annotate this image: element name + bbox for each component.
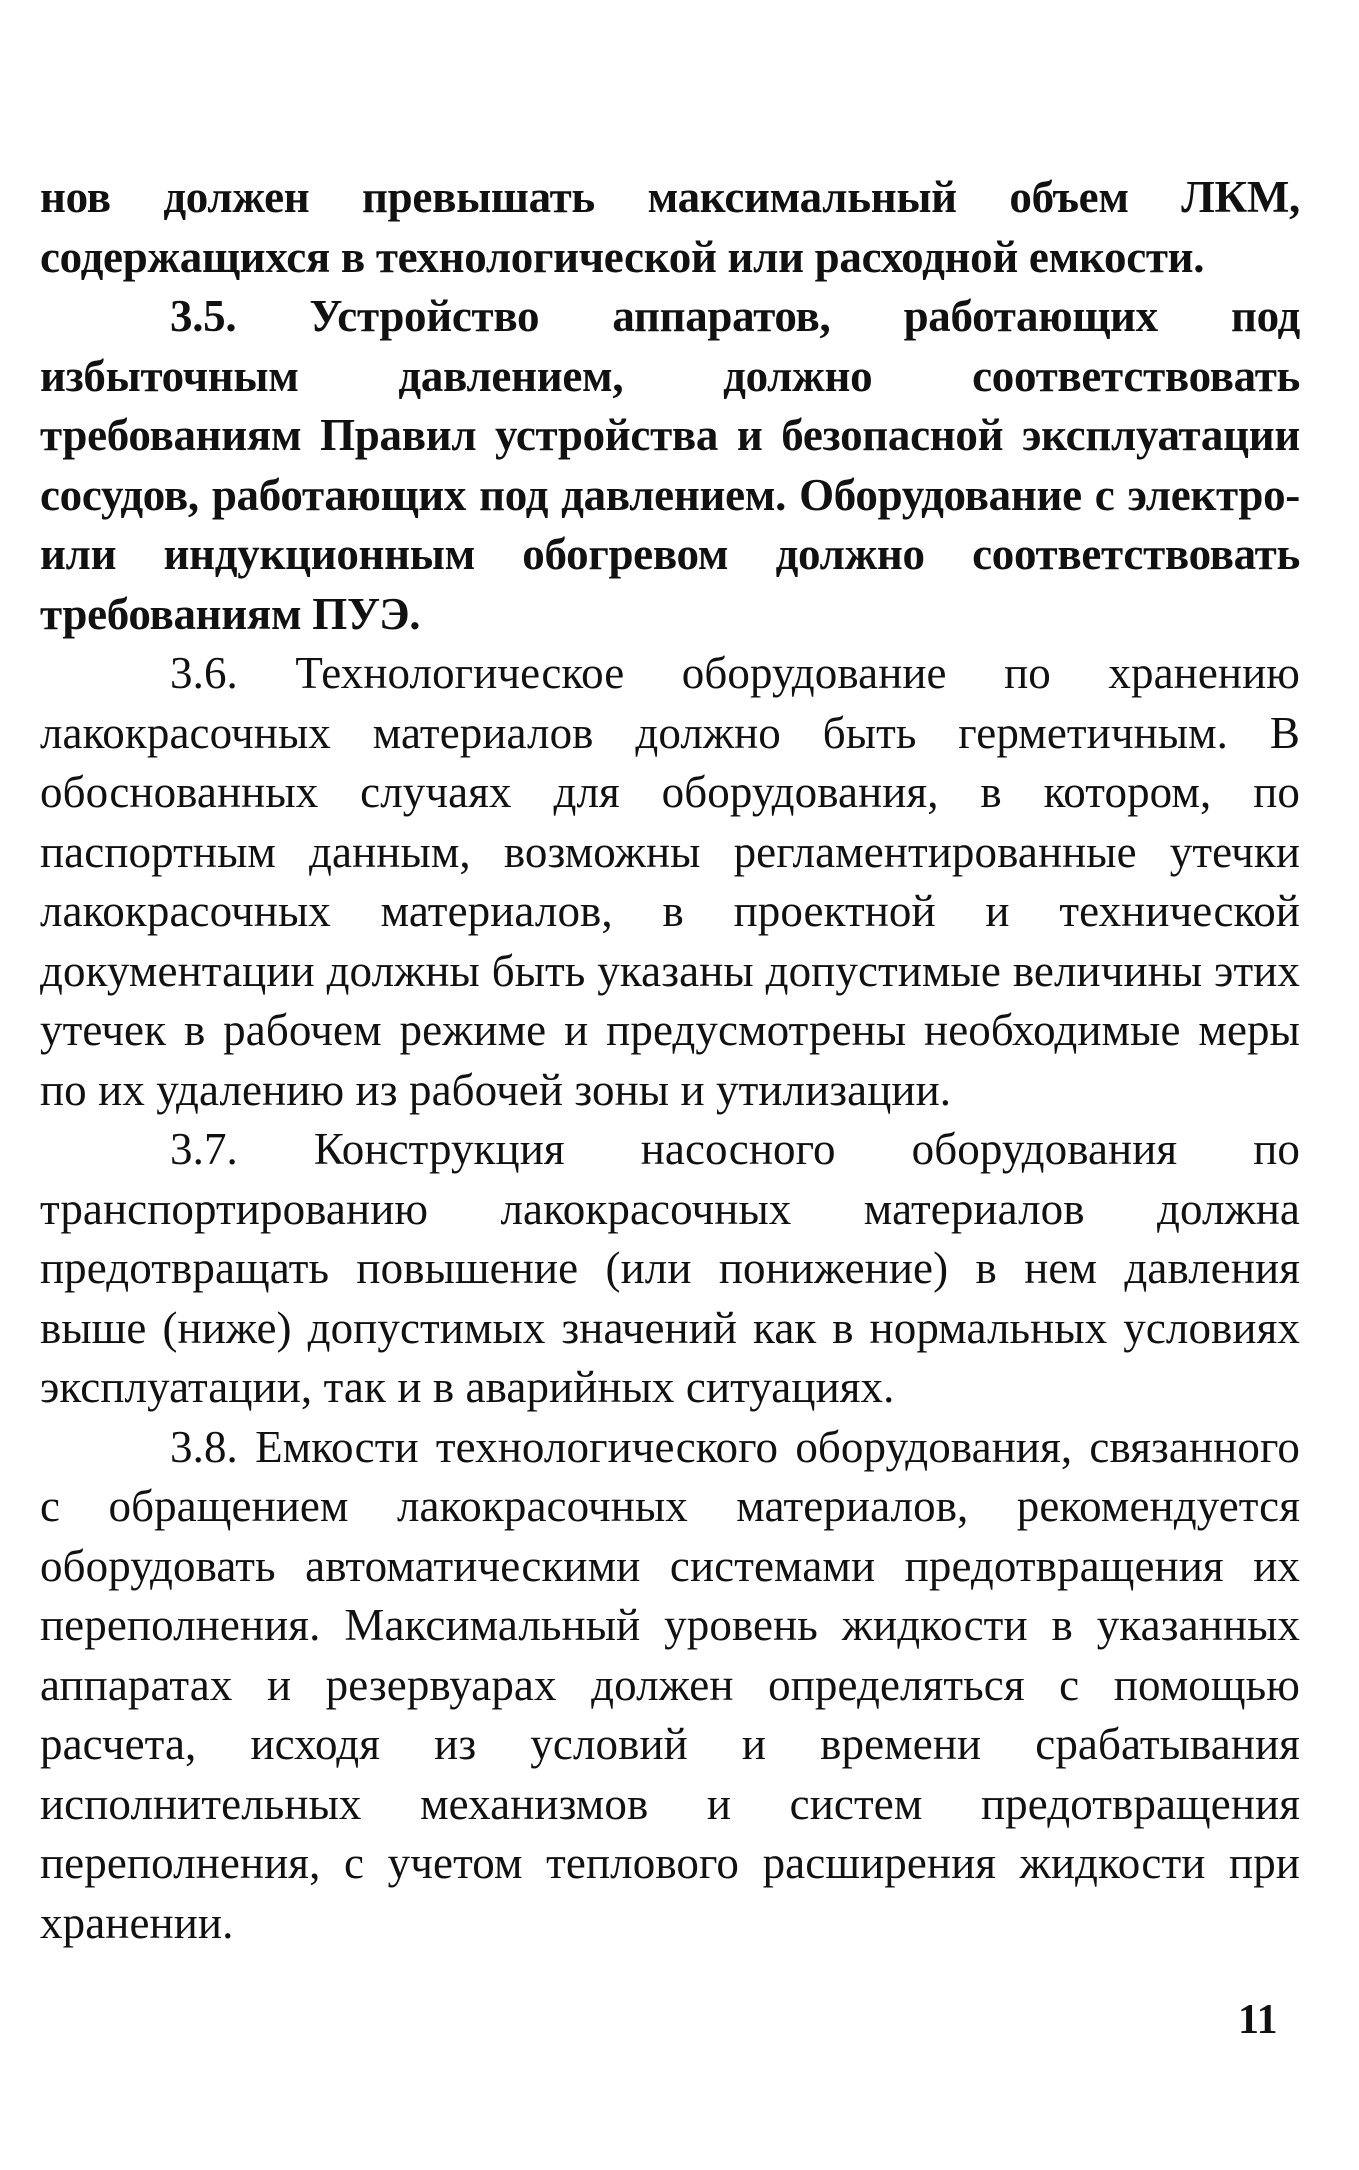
page-number: 11 xyxy=(1238,1997,1278,2043)
paragraph-3-8: 3.8. Емкости технологического оборудования, связанного с обращением лакокрасочных материалов, рекомендуется оборудовать автоматическими системами предотвращения их переполнения. Максимальный уровень жидкости в указанных аппаратах и резервуарах должен определяться с помощью расчета, исходя из условий и времени срабатывания исполнительных механизмов и систем предотвращения переполнения, с учетом теплового расширения жидкости при хранении. xyxy=(40,1421,1300,1948)
paragraph-continuation: нов должен превышать максимальный объем ЛКМ, содержащихся в технологической или расходной емкости. xyxy=(40,172,1300,282)
paragraph-3-6: 3.6. Технологическое оборудование по хранению лакокрасочных материалов должно быть герметичным. В обоснованных случаях для оборудования, в котором, по паспортным данным, возможны регламентированные утечки лакокрасочных материалов, в проектной и технической документации должны быть указаны допустимые величины этих утечек в рабочем режиме и предусмотрены необходимые меры по их удалению из рабочей зоны и утилизации. xyxy=(40,648,1300,1115)
paragraph-3-5: 3.5. Устройство аппаратов, работающих под избыточным давлением, должно соответствовать требованиям Правил устройства и безопасной эксплуатации сосудов, работающих под давлением. Оборудование с электро- или индукционным обогревом должно соответствовать требованиям ПУЭ. xyxy=(40,291,1300,639)
paragraph-3-7: 3.7. Конструкция насосного оборудования по транспортированию лакокрасочных материалов должна предотвращать повышение (или понижение) в нем давления выше (ниже) допустимых значений как в нормальных условиях эксплуатации, так и в аварийных ситуациях. xyxy=(40,1124,1300,1412)
text-body xyxy=(40,168,1300,1953)
